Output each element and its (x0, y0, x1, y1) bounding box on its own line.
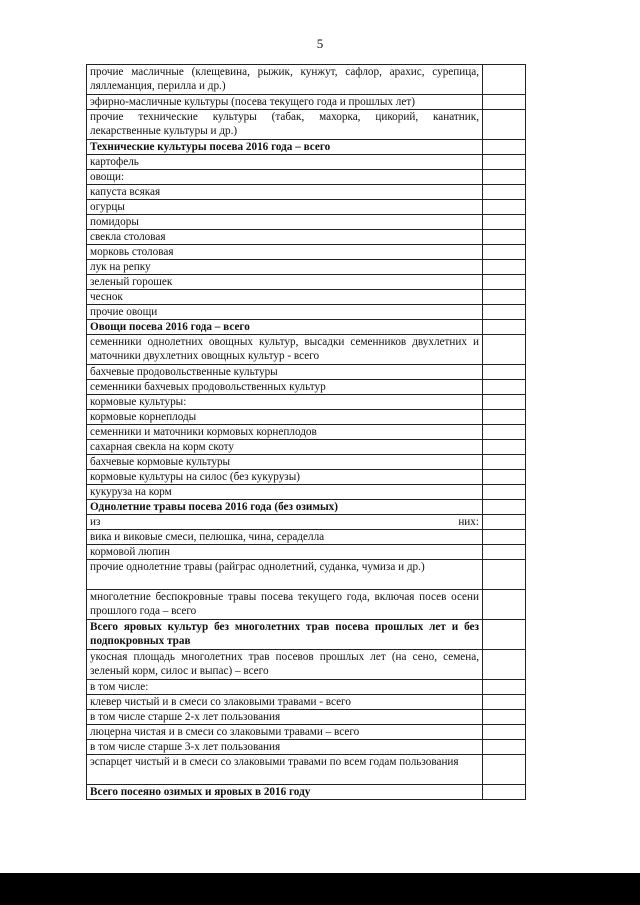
value-cell[interactable] (483, 755, 526, 785)
table-row (87, 455, 526, 470)
row-label: многолетние беспокровные травы посева текущего года, включая посев осени прошлого года – всего (87, 590, 483, 620)
value-cell[interactable] (483, 110, 526, 140)
table-row (87, 230, 526, 245)
value-cell[interactable] (483, 260, 526, 275)
value-cell[interactable] (483, 185, 526, 200)
row-label: лук на репку (87, 260, 483, 275)
split-label (90, 515, 479, 529)
value-cell[interactable] (483, 215, 526, 230)
table-row (87, 695, 526, 710)
scan-border (0, 873, 640, 905)
table-row (87, 500, 526, 515)
table-row (87, 515, 526, 530)
table-row (87, 170, 526, 185)
row-label: чеснок (87, 290, 483, 305)
row-label: морковь столовая (87, 245, 483, 260)
row-label: кормовые культуры на силос (без кукурузы) (87, 470, 483, 485)
value-cell[interactable] (483, 320, 526, 335)
table-row (87, 710, 526, 725)
page-number: 5 (316, 36, 324, 51)
row-label: семенники бахчевых продовольственных культур (87, 380, 483, 395)
value-cell[interactable] (483, 230, 526, 245)
table-row (87, 440, 526, 455)
table-row (87, 785, 526, 800)
value-cell[interactable] (483, 485, 526, 500)
value-cell[interactable] (483, 560, 526, 590)
row-label: помидоры (87, 215, 483, 230)
value-cell[interactable] (483, 410, 526, 425)
value-cell[interactable] (483, 455, 526, 470)
table-row (87, 380, 526, 395)
value-cell[interactable] (483, 470, 526, 485)
value-cell[interactable] (483, 620, 526, 650)
row-label: огурцы (87, 200, 483, 215)
value-cell[interactable] (483, 695, 526, 710)
row-label: кормовой люпин (87, 545, 483, 560)
value-cell[interactable] (483, 515, 526, 530)
row-label: прочие овощи (87, 305, 483, 320)
row-label: Всего яровых культур без многолетних трав посева прошлых лет и без подпокровных трав (87, 620, 483, 650)
row-label: Однолетние травы посева 2016 года (без озимых) (87, 500, 483, 515)
row-label: зеленый горошек (87, 275, 483, 290)
value-cell[interactable] (483, 245, 526, 260)
value-cell[interactable] (483, 305, 526, 320)
row-label: эфирно-масличные культуры (посева текущего года и прошлых лет) (87, 95, 483, 110)
row-label: кукуруза на корм (87, 485, 483, 500)
row-label: кормовые корнеплоды (87, 410, 483, 425)
row-label: свекла столовая (87, 230, 483, 245)
table-row (87, 470, 526, 485)
row-label: картофель (87, 155, 483, 170)
value-cell[interactable] (483, 365, 526, 380)
row-label: бахчевые продовольственные культуры (87, 365, 483, 380)
row-label (87, 515, 483, 530)
table-row (87, 260, 526, 275)
row-label: укосная площадь многолетних трав посевов прошлых лет (на сено, семена, зеленый корм, силос и выпас) – всего (87, 650, 483, 680)
row-label: прочие масличные (клещевина, рыжик, кунжут, сафлор, арахис, сурепица, ляллеманция, перилла и др.) (87, 65, 483, 95)
table-row (87, 740, 526, 755)
value-cell[interactable] (483, 170, 526, 185)
table-row (87, 395, 526, 410)
table-row (87, 365, 526, 380)
row-label: семенники и маточники кормовых корнеплодов (87, 425, 483, 440)
table-row (87, 620, 526, 650)
row-label: Всего посеяно озимых и яровых в 2016 году (87, 785, 483, 800)
value-cell[interactable] (483, 395, 526, 410)
value-cell[interactable] (483, 590, 526, 620)
row-label: семенники однолетних овощных культур, высадки семенников двухлетних и маточники двухлетних овощных культур - всего (87, 335, 483, 365)
row-label: Овощи посева 2016 года – всего (87, 320, 483, 335)
value-cell[interactable] (483, 95, 526, 110)
table-row (87, 755, 526, 785)
table-row (87, 200, 526, 215)
value-cell[interactable] (483, 290, 526, 305)
row-label: эспарцет чистый и в смеси со злаковыми травами по всем годам пользования (87, 755, 483, 785)
table-row (87, 725, 526, 740)
table-row (87, 320, 526, 335)
table-row (87, 95, 526, 110)
table-row (87, 290, 526, 305)
row-label: овощи: (87, 170, 483, 185)
table-row (87, 680, 526, 695)
row-label: капуста всякая (87, 185, 483, 200)
table-row (87, 560, 526, 590)
value-cell[interactable] (483, 680, 526, 695)
row-label: люцерна чистая и в смеси со злаковыми травами – всего (87, 725, 483, 740)
row-label: прочие однолетние травы (райграс однолетний, суданка, чумиза и др.) (87, 560, 483, 590)
row-label: клевер чистый и в смеси со злаковыми травами - всего (87, 695, 483, 710)
table-row (87, 245, 526, 260)
split-label-part: них: (458, 516, 479, 528)
table-row (87, 140, 526, 155)
row-label: в том числе старше 3-х лет пользования (87, 740, 483, 755)
value-cell[interactable] (483, 275, 526, 290)
value-cell[interactable] (483, 65, 526, 95)
value-cell[interactable] (483, 140, 526, 155)
value-cell[interactable] (483, 650, 526, 680)
table-row (87, 545, 526, 560)
value-cell[interactable] (483, 740, 526, 755)
table-row (87, 425, 526, 440)
table-row (87, 275, 526, 290)
value-cell[interactable] (483, 530, 526, 545)
table-row (87, 155, 526, 170)
value-cell[interactable] (483, 155, 526, 170)
row-label: кормовые культуры: (87, 395, 483, 410)
value-cell[interactable] (483, 545, 526, 560)
value-cell[interactable] (483, 425, 526, 440)
row-label: бахчевые кормовые культуры (87, 455, 483, 470)
table-row (87, 185, 526, 200)
table-row (87, 65, 526, 95)
table-body (87, 65, 526, 800)
value-cell[interactable] (483, 440, 526, 455)
table-row (87, 410, 526, 425)
row-label: прочие технические культуры (табак, махорка, цикорий, канатник, лекарственные культуры и др.) (87, 110, 483, 140)
value-cell[interactable] (483, 710, 526, 725)
table-row (87, 110, 526, 140)
value-cell[interactable] (483, 380, 526, 395)
table-row (87, 215, 526, 230)
row-label: в том числе: (87, 680, 483, 695)
table-row (87, 530, 526, 545)
row-label: Технические культуры посева 2016 года – всего (87, 140, 483, 155)
value-cell[interactable] (483, 725, 526, 740)
value-cell[interactable] (483, 200, 526, 215)
table-row (87, 335, 526, 365)
table-row (87, 590, 526, 620)
value-cell[interactable] (483, 500, 526, 515)
split-label-part: из (90, 516, 101, 528)
row-label: вика и виковые смеси, пелюшка, чина, сераделла (87, 530, 483, 545)
value-cell[interactable] (483, 335, 526, 365)
table-row (87, 305, 526, 320)
value-cell[interactable] (483, 785, 526, 800)
row-label: в том числе старше 2-х лет пользования (87, 710, 483, 725)
table-row (87, 485, 526, 500)
table-row (87, 650, 526, 680)
row-label: сахарная свекла на корм скоту (87, 440, 483, 455)
crop-area-table (86, 64, 526, 800)
